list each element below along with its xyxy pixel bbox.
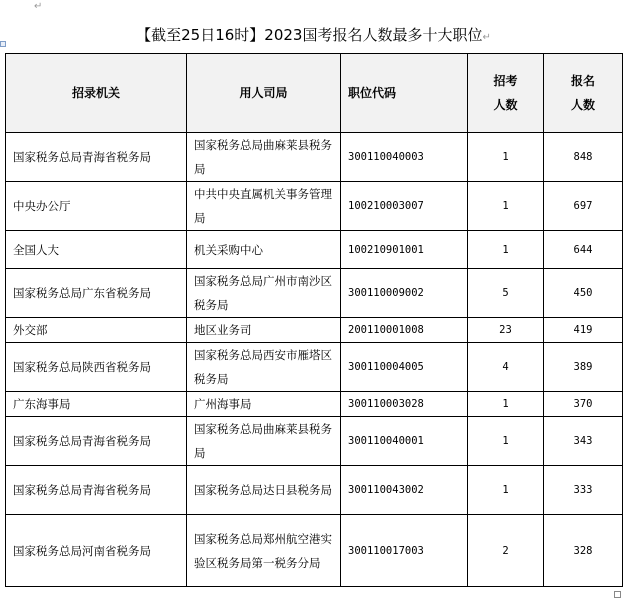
table-header-row xyxy=(6,54,623,133)
cell-code: 100210901001 xyxy=(341,231,468,269)
cell-agency: 国家税务总局青海省税务局 xyxy=(6,466,187,515)
header-applicant-count xyxy=(544,54,623,133)
cell-recruit: 1 xyxy=(468,231,544,269)
cell-applicants: 450 xyxy=(544,269,623,318)
table-move-handle[interactable] xyxy=(0,41,6,47)
cell-agency: 国家税务总局青海省税务局 xyxy=(6,133,187,182)
cell-department: 机关采购中心 xyxy=(187,231,341,269)
cell-agency: 全国人大 xyxy=(6,231,187,269)
cell-recruit: 1 xyxy=(468,466,544,515)
cell-code: 300110040003 xyxy=(341,133,468,182)
cell-department: 地区业务司 xyxy=(187,318,341,343)
cell-agency: 国家税务总局陕西省税务局 xyxy=(6,343,187,392)
cell-code: 200110001008 xyxy=(341,318,468,343)
cell-code: 300110043002 xyxy=(341,466,468,515)
cell-agency: 中央办公厅 xyxy=(6,182,187,231)
document-title xyxy=(0,24,627,45)
cell-recruit: 1 xyxy=(468,392,544,417)
table-row xyxy=(6,417,623,466)
cell-code: 300110040001 xyxy=(341,417,468,466)
cell-code: 100210003007 xyxy=(341,182,468,231)
table-row xyxy=(6,515,623,587)
cell-department: 国家税务总局达日县税务局 xyxy=(187,466,341,515)
cell-department: 国家税务总局曲麻莱县税务局 xyxy=(187,417,341,466)
cell-agency: 国家税务总局广东省税务局 xyxy=(6,269,187,318)
cell-recruit: 1 xyxy=(468,133,544,182)
cell-applicants: 697 xyxy=(544,182,623,231)
cell-applicants: 389 xyxy=(544,343,623,392)
header-applicants-line1: 报名 xyxy=(570,74,595,88)
table-row xyxy=(6,133,623,182)
table-row xyxy=(6,269,623,318)
header-recruit-line1: 招考 xyxy=(493,74,518,88)
table-row xyxy=(6,231,623,269)
cell-applicants: 333 xyxy=(544,466,623,515)
cell-agency: 外交部 xyxy=(6,318,187,343)
table-row xyxy=(6,392,623,417)
cell-recruit: 1 xyxy=(468,417,544,466)
header-department: 用人司局 xyxy=(187,54,341,133)
cell-code: 300110009002 xyxy=(341,269,468,318)
table-row xyxy=(6,318,623,343)
header-recruit-count xyxy=(468,54,544,133)
cell-department: 中共中央直属机关事务管理局 xyxy=(187,182,341,231)
cell-recruit: 4 xyxy=(468,343,544,392)
cell-department: 国家税务总局曲麻莱县税务局 xyxy=(187,133,341,182)
cell-applicants: 644 xyxy=(544,231,623,269)
cell-department: 国家税务总局郑州航空港实验区税务局第一税务分局 xyxy=(187,515,341,587)
cell-agency: 国家税务总局青海省税务局 xyxy=(6,417,187,466)
cell-department: 国家税务总局西安市雁塔区税务局 xyxy=(187,343,341,392)
cell-agency: 广东海事局 xyxy=(6,392,187,417)
cell-applicants: 328 xyxy=(544,515,623,587)
header-agency: 招录机关 xyxy=(6,54,187,133)
cell-applicants: 848 xyxy=(544,133,623,182)
table-row xyxy=(6,182,623,231)
table-row xyxy=(6,343,623,392)
header-recruit-line2: 人数 xyxy=(493,98,518,112)
table-resize-handle[interactable] xyxy=(614,591,621,598)
cell-applicants: 419 xyxy=(544,318,623,343)
cell-recruit: 2 xyxy=(468,515,544,587)
header-applicants-line2: 人数 xyxy=(570,98,595,112)
paragraph-mark-icon: ↵ xyxy=(34,1,43,12)
table-row xyxy=(6,466,623,515)
cell-code: 300110003028 xyxy=(341,392,468,417)
cell-agency: 国家税务总局河南省税务局 xyxy=(6,515,187,587)
header-position-code: 职位代码 xyxy=(341,54,468,133)
positions-table xyxy=(5,53,623,587)
cell-recruit: 23 xyxy=(468,318,544,343)
cell-recruit: 1 xyxy=(468,182,544,231)
cell-department: 广州海事局 xyxy=(187,392,341,417)
cell-applicants: 370 xyxy=(544,392,623,417)
cell-code: 300110017003 xyxy=(341,515,468,587)
cell-code: 300110004005 xyxy=(341,343,468,392)
title-text: 【截至25日16时】2023国考报名人数最多十大职位 xyxy=(136,26,483,44)
paragraph-mark-icon: ↵ xyxy=(482,32,491,43)
cell-department: 国家税务总局广州市南沙区税务局 xyxy=(187,269,341,318)
cell-applicants: 343 xyxy=(544,417,623,466)
cell-recruit: 5 xyxy=(468,269,544,318)
